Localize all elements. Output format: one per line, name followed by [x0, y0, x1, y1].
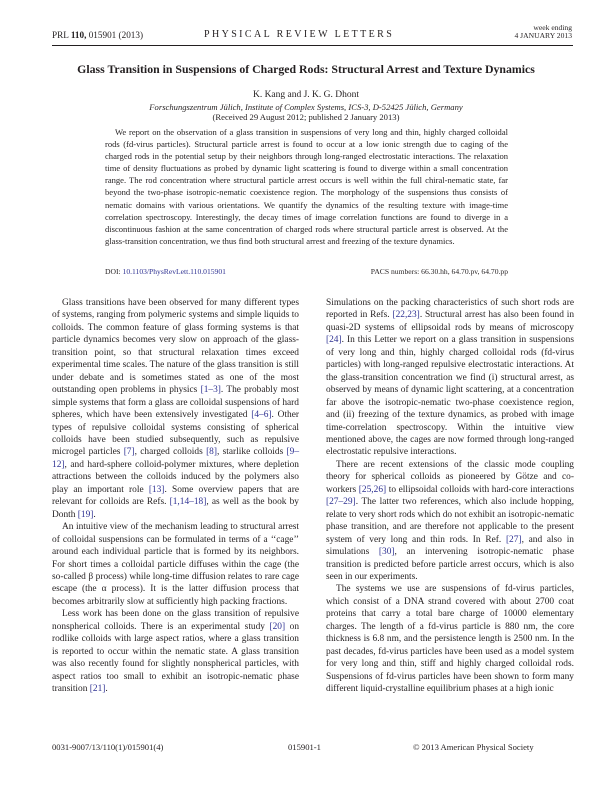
citation-link[interactable]: [20]: [269, 621, 286, 632]
citation-link[interactable]: [19]: [77, 509, 94, 520]
abstract: We report on the observation of a glass transition in suspensions of very long and thin, highly charged colloidal rods (fd-virus particles). Structural particle arrest is found to occur at a low ionic strength due to caging of the charged rods in the potential setup by their neighbors through long-ranged electrostatic interactions. The relaxation time of density fluctuations as probed by dynamic light scattering is found to diverge within a small concentration range. The rod concentration where structural particle arrest occurs is well within the full chiral-nematic state, far beyond the two-phase isotropic-nematic coexistence region. The morphology of the suspensions thus consists of nematic domains with various orientations. We quantify the dynamics of the resulting texture with image-time correlation spectroscopy. Interestingly, the decay times of image correlation functions are found to diverge in a discontinuous fashion at the same concentration of charged rods where structural particle arrest is observed. At the glass-transition concentration, we thus find both structural arrest and freezing of the texture dynamics.: [105, 127, 508, 246]
text: , and hard-sphere colloid-polymer mixtures, where depletion attractions between the colloids induced by the polymers also play an important role: [52, 459, 299, 495]
citation-link[interactable]: [7]: [123, 447, 135, 458]
pacs-numbers: PACS numbers: 66.30.hh, 64.70.pv, 64.70.pp: [370, 267, 508, 276]
text: . Other types of repulsive colloidal systems consisting of spherical colloids have been studied subsequently, such as repulsive microgel particles: [52, 410, 299, 458]
citation-link[interactable]: [30]: [378, 547, 395, 558]
text: . In this Letter we report on a glass transition in suspensions of very long and thin, highly charged colloidal rods (fd-virus particles) with long-ranged repulsive electrostatic interactions. At the glass-transition concentration we find (i) structural arrest, as observed by means of dynamic light scattering, at a concentration far above the isotropic-nematic two-phase coexistence region, and (ii) freezing of the texture dynamics, as probed with image time-correlation spectroscopy. Within the intuitive view mentioned above, the cages are now formed through long-ranged electrostatic repulsive interactions.: [326, 335, 574, 458]
text: to ellipsoidal colloids with hard-core interactions: [386, 484, 574, 495]
citation-link[interactable]: [4–6]: [251, 410, 272, 421]
doi-link[interactable]: 10.1103/PhysRevLett.110.015901: [122, 267, 226, 276]
citation-link[interactable]: [24]: [326, 335, 342, 346]
citation-link[interactable]: [27]: [505, 534, 522, 545]
week-label: week ending: [533, 23, 572, 32]
text: , as well as the book by Donth: [52, 497, 299, 520]
paragraph: [326, 297, 574, 459]
text: . The latter two references, which also include hopping, relate to very short rods which do not exhibit an isotropic-nematic phase transition, and are therefore not applicable to the present system of very long and thin rods. In Ref.: [326, 497, 574, 545]
citation-link[interactable]: [25,26]: [358, 484, 387, 495]
doi-label: DOI:: [105, 267, 121, 276]
citation-link[interactable]: [8]: [206, 447, 217, 458]
header-rule: [52, 45, 573, 46]
journal-abbrev: PRL: [52, 30, 69, 40]
footer-code: 0031-9007/13/110(1)/015901(4): [52, 742, 164, 752]
copyright: © 2013 American Physical Society: [413, 742, 534, 752]
text: . Some overview papers that are relevant for colloids are Refs.: [52, 484, 299, 508]
citation-link[interactable]: [27–29]: [326, 497, 356, 508]
paragraph: [326, 459, 574, 584]
text: .: [93, 509, 96, 520]
paragraph: [52, 297, 299, 521]
page-number: 015901-1: [288, 742, 321, 752]
citation-link[interactable]: [1–3]: [200, 385, 221, 396]
text: , starlike colloids: [217, 447, 287, 458]
text: There are recent extensions of the classic mode coupling theory for spherical colloids as pioneered by Götze and co-workers: [326, 459, 574, 495]
volume: 110,: [70, 30, 87, 40]
text: , and also in simulations: [326, 534, 574, 558]
affiliation: Forschungszentrum Jülich, Institute of Complex Systems, ICS-3, D-52425 Jülich, Germany: [149, 102, 463, 112]
journal-name: PHYSICAL REVIEW LETTERS: [204, 29, 395, 40]
received-date: (Received 29 August 2012; published 2 January 2013): [212, 112, 400, 122]
citation-link[interactable]: [22,23]: [392, 310, 420, 321]
issue-date: [514, 24, 572, 41]
citation-link[interactable]: [13]: [148, 484, 165, 495]
text: Glass transitions have been observed for many different types of systems, ranging from polymeric systems and simple liquids to colloids. The common feature of glass forming systems is that particle dynamics becomes very slow on approach of the glass-transition point, so that structural relaxation times exceed experimental time scales. The nature of the glass transition is still under debate and is sometimes stated as one of the most outstanding open problems in physics: [52, 298, 299, 396]
citation-link[interactable]: [21]: [89, 684, 106, 695]
text: on rodlike colloids with large aspect ratios, where a glass transition is reported to occur within the nematic state. A glass transition was also recently found for slightly nonspherical particles, with aspect ratios too small to exhibit an isotropic-nematic phase transition: [52, 621, 300, 695]
text: . The probably most simple systems that form a glass are colloidal suspensions of hard spheres, which have been extensively investigated: [52, 385, 299, 421]
authors: K. Kang and J. K. G. Dhont: [252, 90, 360, 100]
citation-link[interactable]: [1,14–18]: [169, 497, 207, 508]
text: Less work has been done on the glass transition of repulsive nonspherical colloids. There is an experimental study: [52, 609, 299, 632]
doi: [105, 267, 226, 276]
text: , charged colloids: [134, 447, 207, 458]
text: .: [105, 684, 108, 695]
citation-link[interactable]: [9–12]: [52, 447, 300, 470]
text: Simulations on the packing characteristics of such short rods are reported in Refs.: [326, 298, 574, 321]
running-header-citation: [52, 30, 143, 40]
paper-title: Glass Transition in Suspensions of Charged Rods: Structural Arrest and Texture Dynamics: [77, 62, 535, 76]
paragraph: [52, 608, 299, 695]
week-date: 4 JANUARY 2013: [514, 31, 572, 41]
article-id-year: 015901 (2013): [88, 30, 144, 40]
paragraph: The systems we use are suspensions of fd-virus particles, which consist of a DNA strand covered with about 2700 coat proteins that carry a total bare charge of 10000 elementary charges. The length of a fd-virus particle is 880 nm, the core thickness is 6.8 nm, and the persistence length is 2500 nm. In the past decades, fd-virus particles have been used as a model system for very long and thin, stiff and highly charged colloidal rods. Suspensions of fd-virus particles have been shown to form many different liquid-crystalline equilibrium phases at a high ionic: [326, 584, 574, 695]
right-column: [326, 297, 574, 696]
text: . Structural arrest has also been found in quasi-2D systems of ellipsoidal rods by means of microscopy: [326, 310, 575, 333]
left-column: [52, 297, 299, 696]
paragraph: An intuitive view of the mechanism leading to structural arrest of colloidal suspensions can be formulated in terms of a ‘‘cage’’ around each individual particle that is formed by its neighbors. For short times a colloidal particle diffuses within the cage (the so-called β process) while long-time diffusion relates to rare cage escape (the α process). It is the latter diffusion process that becomes arbitrarily slow at sufficiently high packing fractions.: [52, 522, 299, 607]
text: , an intervening isotropic-nematic phase transition is predicted before particle arrest occurs, which is also seen in our experiments.: [326, 547, 574, 582]
